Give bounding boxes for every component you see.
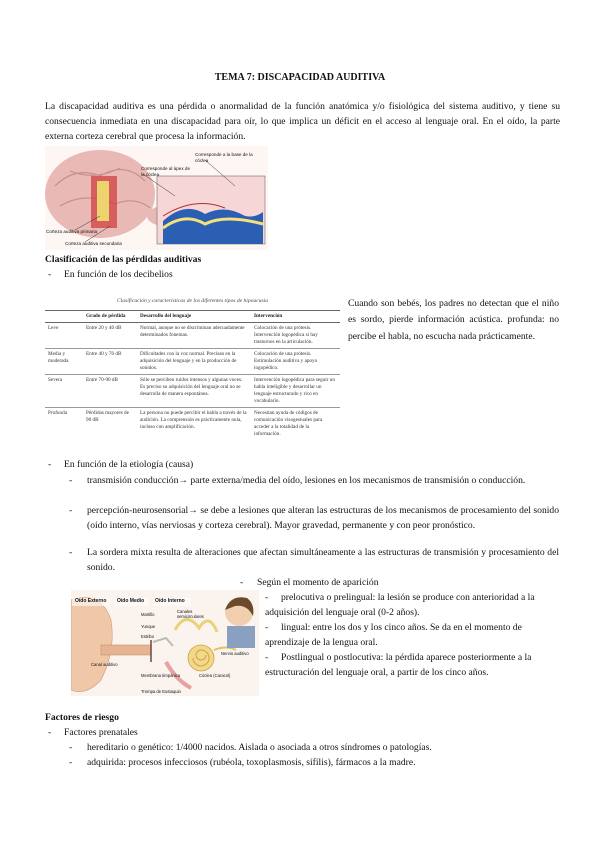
list-subitem: prelocutiva o prelingual: la lesión se produce con anterioridad a la adquisición del lenguaje oral (0-2 años). — [265, 592, 535, 618]
bullet-dash: - — [48, 459, 52, 470]
table-cell: Intervención logopédica para seguir un habla inteligible y desarrollar un lenguaje estructurado y rico en vocabulario. — [251, 374, 340, 407]
table-cell: Sólo se perciben ruidos intensos y algunas voces. Es preciso su adquisición del lenguaje oral no se desarrolla de manera espontánea. — [137, 374, 251, 407]
bullet-dash: - — [69, 475, 73, 486]
table-cell: Entre 70-90 dB — [83, 374, 137, 407]
table-header: Intervención — [251, 310, 340, 322]
bullet-dash: - — [265, 592, 269, 603]
classification-heading: Clasificación de las pérdidas auditivas — [45, 254, 202, 265]
figure2-label: Cóclea (Caracol) — [199, 673, 231, 678]
table-header: Grado de pérdida — [83, 310, 137, 322]
table-cell: Colocación de una prótesis. Estimulación auditiva y apoyo logopédico. — [251, 348, 340, 374]
hearing-loss-table — [45, 310, 340, 440]
list-subitem: Postlingual o postlocutiva: la pérdida aparece posteriormente a la estructuración del lenguaje oral, a partir de los cinco años. — [265, 652, 532, 678]
table-row — [45, 374, 340, 407]
table-cell: Entre 20 y 40 dB — [83, 322, 137, 348]
figure1-label: Corteza auditiva secundaria — [65, 241, 122, 246]
list-item: Factores prenatales — [64, 727, 138, 738]
figure1-label: Corresponde a la base de la cóclea — [195, 152, 253, 163]
ear-anatomy-figure — [71, 590, 259, 696]
auditory-cortex-figure — [45, 146, 268, 250]
table-cell: Profunda — [45, 407, 83, 440]
figure2-label: Nervio auditivo — [221, 651, 249, 656]
table-cell: Colocación de una prótesis. Intervención logopédica si hay trastornos en la articulación. — [251, 322, 340, 348]
list-subitem: lingual: entre los dos y los cinco años. Se da en el momento de aprendizaje de la lengua oral. — [265, 622, 522, 648]
table-caption: Clasificación y características de los diferentes tipos de hipoacusia — [116, 298, 269, 304]
bullet-dash: - — [48, 269, 52, 280]
figure1-label: Corresponde al ápex de la cóclea — [141, 166, 191, 177]
list-subitem: transmisión conducción→ parte externa/media del oído, lesiones en los mecanismos de transmisión o conducción. — [87, 475, 526, 486]
figure2-label: Martillo — [141, 612, 155, 617]
figure2-label: Trompa de Eustaquio — [141, 689, 181, 694]
figure1-label: Corteza auditiva primaria — [46, 229, 98, 234]
table-cell: Leve — [45, 322, 83, 348]
figure2-label: Membrana timpánica — [141, 673, 181, 678]
table-row — [45, 407, 340, 440]
list-subitem: percepción-neurosensorial→ se debe a lesiones que alteran las estructuras de los mecanismos de procesamiento del sonido (oído interno, vías nerviosas y corteza cerebral). Mayor gravedad, permanente y con peor pronóstico. — [87, 505, 559, 531]
bullet-dash: - — [69, 742, 73, 753]
bullet-dash: - — [265, 652, 269, 663]
figure2-label: Oído Medio — [117, 598, 145, 604]
figure2-label: Oído Externo — [75, 598, 107, 604]
figure2-label: Canal auditivo — [91, 662, 118, 667]
table-header-row — [45, 310, 340, 322]
list-subitem: La sordera mixta resulta de alteraciones que afectan simultáneamente a las estructuras de transmisión y procesamiento del sonido. — [87, 547, 559, 573]
bullet-dash: - — [69, 757, 73, 768]
table-cell: Entre 40 y 70 dB — [83, 348, 137, 374]
list-item: Según el momento de aparición — [257, 577, 379, 588]
figure2-label: Estribo — [141, 634, 155, 639]
bullet-dash: - — [265, 622, 269, 633]
table-cell: Pérdidas mayores de 90 dB — [83, 407, 137, 440]
list-subitem: hereditario o genético: 1/4000 nacidos. Aislada o asociada a otros síndromes o patologías. — [87, 742, 432, 753]
intro-paragraph: La discapacidad auditiva es una pérdida o anormalidad de la función anatómica y/o fisiológica del sistema auditivo, y tiene su consecuencia inmediata en una discapacidad para oír, lo que implica un déficit en el acceso al lenguaje oral. En el oído, la parte externa corteza cerebral que procesa la información. — [45, 101, 560, 142]
page-title: TEMA 7: DISCAPACIDAD AUDITIVA — [214, 72, 386, 83]
bullet-dash: - — [240, 577, 244, 588]
bullet-dash: - — [48, 727, 52, 738]
table-row — [45, 348, 340, 374]
list-item: En función de la etiología (causa) — [64, 459, 194, 470]
risk-heading: Factores de riesgo — [45, 712, 119, 723]
table-cell: Necesitan ayuda de códigos de comunicación visogestuales para acceder a la totalidad de la información. — [251, 407, 340, 440]
table-cell: Severa — [45, 374, 83, 407]
hearing-loss-table-figure — [45, 297, 340, 440]
table-cell: Media y moderada — [45, 348, 83, 374]
figure2-label: Canales semicirculares — [177, 609, 204, 619]
table-header: Desarrollo del lenguaje — [137, 310, 251, 322]
list-item: En función de los decibelios — [64, 269, 173, 280]
list-subitem: adquirida: procesos infecciosos (rubéola, toxoplasmosis, sífilis), fármacos a la madre. — [87, 757, 416, 768]
table-cell: La persona no puede percibir el habla a través de la audición. La comprensión es prácticamente nula, incluso con amplificación. — [137, 407, 251, 440]
bullet-dash: - — [69, 547, 73, 558]
side-note: Cuando son bebés, los padres no detectan que el niño es sordo, pierde información acústica. profunda: no percibe el habla, no escucha nada prácticamente. — [348, 298, 559, 342]
table-cell: Dificultades con la voz normal. Precisan en la adquisición del lenguaje y en la producción de sonidos. — [137, 348, 251, 374]
figure2-label: Oído Interno — [155, 598, 185, 604]
bullet-dash: - — [69, 505, 73, 516]
figure2-label: Yunque — [141, 624, 156, 629]
table-row — [45, 322, 340, 348]
table-cell: Normal, aunque no se discriminan adecuadamente determinados fonemas. — [137, 322, 251, 348]
